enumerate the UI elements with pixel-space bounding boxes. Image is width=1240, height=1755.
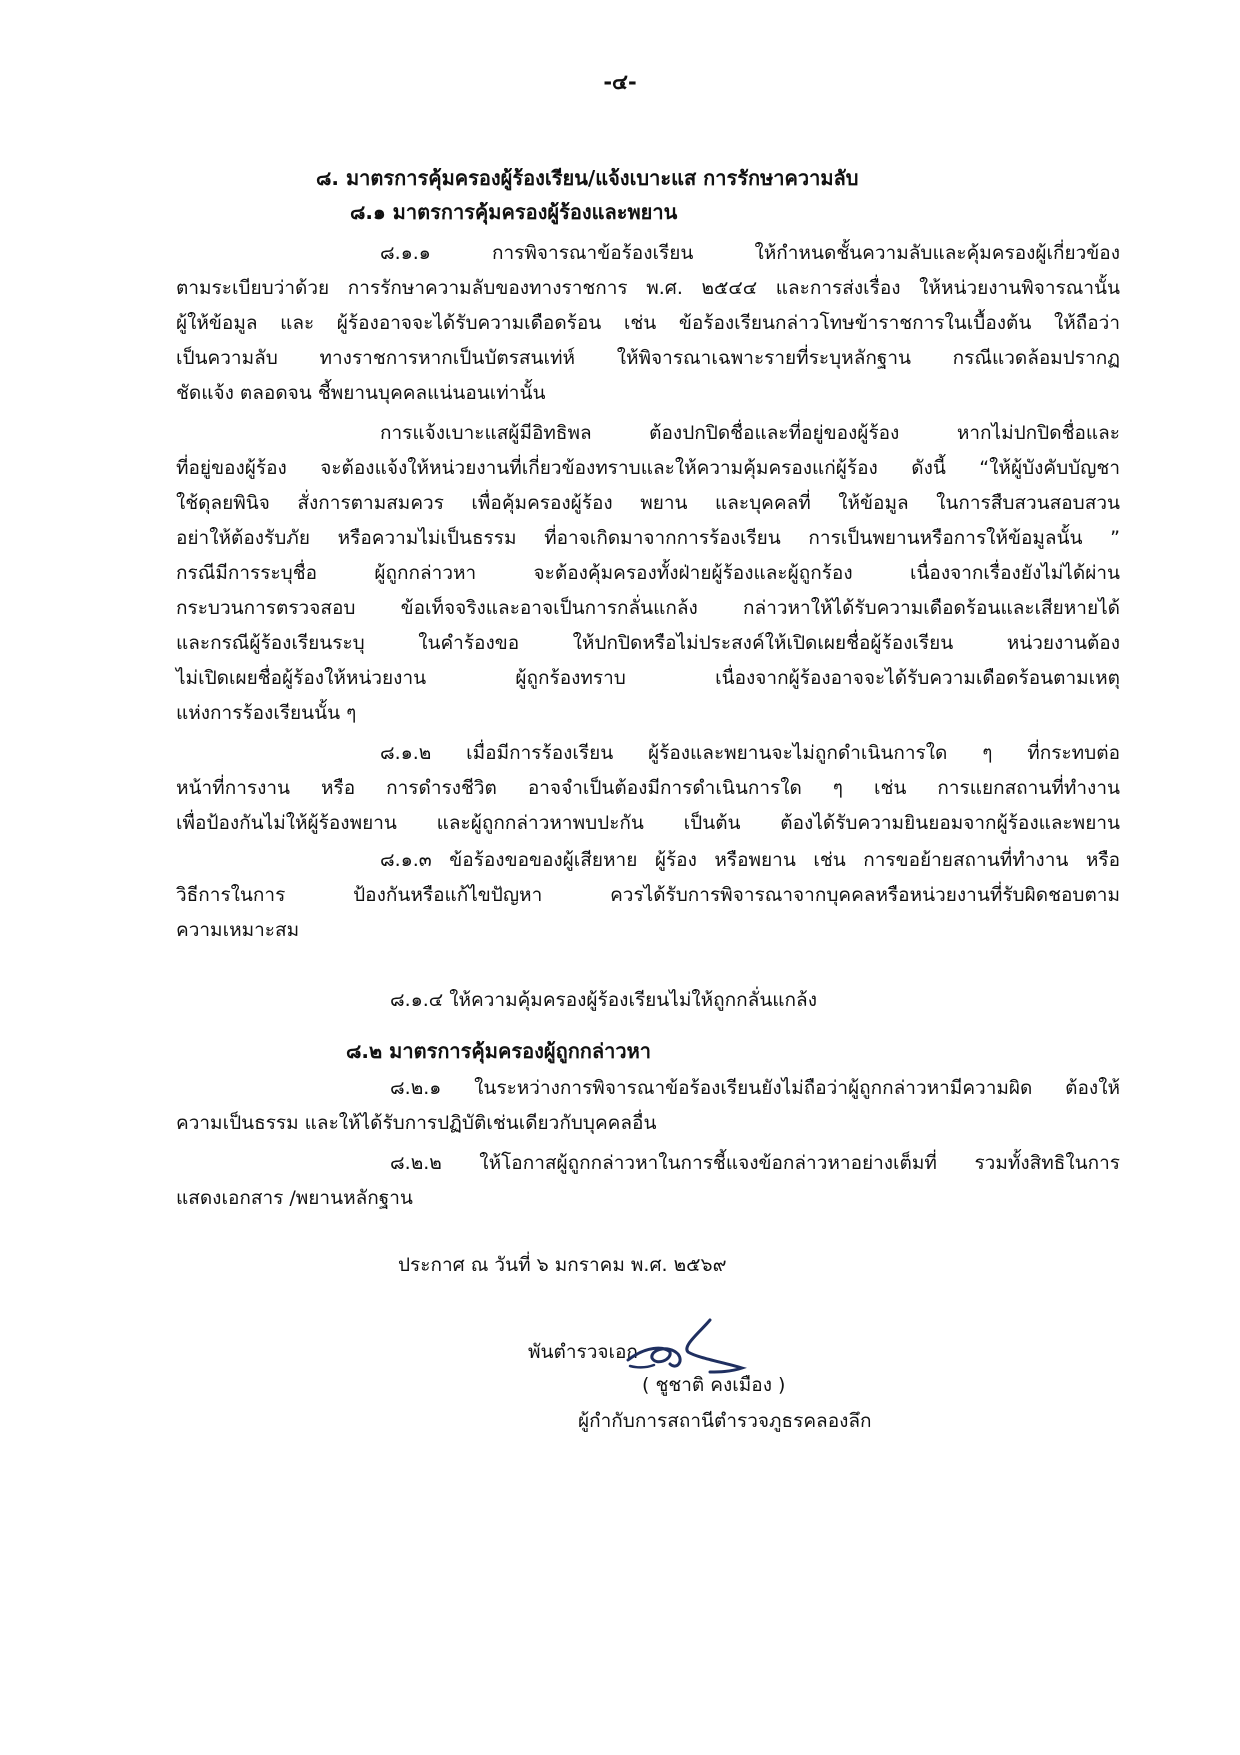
signer-rank: พันตำรวจเอก	[528, 1341, 638, 1363]
p814-line: ๘.๑.๔ ให้ความคุ้มครองผู้ร้องเรียนไม่ให้ถูกกลั่นแกล้ง	[390, 989, 817, 1011]
p813-line-3: ความเหมาะสม	[176, 919, 300, 941]
section-8-heading: ๘. มาตรการคุ้มครองผู้ร้องเรียน/แจ้งเบาะแส การรักษาความลับ	[316, 166, 859, 190]
p811-line-5: ชัดแจ้ง ตลอดจน ชี้พยานบุคคลแน่นอนเท่านั้น	[176, 382, 546, 404]
whistle-line-8: ไม่เปิดเผยชื่อผู้ร้องให้หน่วยงาน ผู้ถูกร้องทราบ เนื่องจากผู้ร้องอาจจะได้รับความเดือดร้อนตามเหตุ	[176, 667, 1120, 689]
announcement-date: ประกาศ ณ วันที่ ๖ มกราคม พ.ศ. ๒๕๖๙	[398, 1254, 727, 1276]
p813-line-2: วิธีการในการ ป้องกันหรือแก้ไขปัญหา ควรได้รับการพิจารณาจากบุคคลหรือหน่วยงานที่รับผิดชอบตาม	[176, 884, 1120, 906]
section-8-1-heading: ๘.๑ มาตรการคุ้มครองผู้ร้องและพยาน	[350, 200, 678, 224]
p812-line-2: หน้าที่การงาน หรือ การดำรงชีวิต อาจจำเป็นต้องมีการดำเนินการใด ๆ เช่น การแยกสถานที่ทำงาน	[176, 777, 1120, 799]
page-number: -๔-	[603, 70, 637, 94]
p811-line-2: ตามระเบียบว่าด้วย การรักษาความลับของทางราชการ พ.ศ. ๒๕๔๔ และการส่งเรื่อง ให้หน่วยงานพิจารณานั้น	[176, 277, 1120, 299]
p813-line-1: ๘.๑.๓ ข้อร้องขอของผู้เสียหาย ผู้ร้อง หรือพยาน เช่น การขอย้ายสถานที่ทำงาน หรือ	[380, 849, 1120, 871]
whistle-line-7: และกรณีผู้ร้องเรียนระบุ ในคำร้องขอ ให้ปกปิดหรือไม่ประสงค์ให้เปิดเผยชื่อผู้ร้องเรียน หน่วยงานต้อง	[176, 632, 1120, 654]
signer-position: ผู้กำกับการสถานีตำรวจภูธรคลองลึก	[578, 1410, 872, 1432]
whistle-line-1: การแจ้งเบาะแสผู้มีอิทธิพล ต้องปกปิดชื่อและที่อยู่ของผู้ร้อง หากไม่ปกปิดชื่อและ	[380, 422, 1120, 444]
whistle-line-4: อย่าให้ต้องรับภัย หรือความไม่เป็นธรรม ที่อาจเกิดมาจากการร้องเรียน การเป็นพยานหรือการให้ข้อมูลนั้น ”	[176, 527, 1120, 549]
signer-name: ( ชูชาติ คงเมือง )	[642, 1374, 786, 1396]
p811-line-3: ผู้ให้ข้อมูล และ ผู้ร้องอาจจะได้รับความเดือดร้อน เช่น ข้อร้องเรียนกล่าวโทษข้าราชการในเบื้องต้น ให้ถือว่า	[176, 312, 1120, 334]
whistle-line-6: กระบวนการตรวจสอบ ข้อเท็จจริงและอาจเป็นการกลั่นแกล้ง กล่าวหาให้ได้รับความเดือดร้อนและเสียหายได้	[176, 597, 1120, 619]
p821-line-2: ความเป็นธรรม และให้ได้รับการปฏิบัติเช่นเดียวกับบุคคลอื่น	[176, 1112, 657, 1134]
p811-line-4: เป็นความลับ ทางราชการหากเป็นบัตรสนเท่ห์ ให้พิจารณาเฉพาะรายที่ระบุหลักฐาน กรณีแวดล้อมปรากฏ	[176, 347, 1120, 369]
p821-line-1: ๘.๒.๑ ในระหว่างการพิจารณาข้อร้องเรียนยังไม่ถือว่าผู้ถูกกล่าวหามีความผิด ต้องให้	[390, 1077, 1120, 1099]
p812-line-3: เพื่อป้องกันไม่ให้ผู้ร้องพยาน และผู้ถูกกล่าวหาพบปะกัน เป็นต้น ต้องได้รับความยินยอมจากผู้ร้องและพยาน	[176, 812, 1120, 834]
p822-line-1: ๘.๒.๒ ให้โอกาสผู้ถูกกล่าวหาในการชี้แจงข้อกล่าวหาอย่างเต็มที่ รวมทั้งสิทธิในการ	[390, 1152, 1120, 1174]
whistle-line-3: ใช้ดุลยพินิจ สั่งการตามสมควร เพื่อคุ้มครองผู้ร้อง พยาน และบุคคลที่ ให้ข้อมูล ในการสืบสวนสอบสวน	[176, 492, 1120, 514]
whistle-line-5: กรณีมีการระบุชื่อ ผู้ถูกกล่าวหา จะต้องคุ้มครองทั้งฝ่ายผู้ร้องและผู้ถูกร้อง เนื่องจากเรื่องยังไม่ได้ผ่าน	[176, 562, 1120, 584]
p822-line-2: แสดงเอกสาร /พยานหลักฐาน	[176, 1187, 413, 1209]
whistle-line-9: แห่งการร้องเรียนนั้น ๆ	[176, 702, 357, 724]
p812-line-1: ๘.๑.๒ เมื่อมีการร้องเรียน ผู้ร้องและพยานจะไม่ถูกดำเนินการใด ๆ ที่กระทบต่อ	[380, 742, 1120, 764]
section-8-2-heading: ๘.๒ มาตรการคุ้มครองผู้ถูกกล่าวหา	[346, 1039, 652, 1063]
whistle-line-2: ที่อยู่ของผู้ร้อง จะต้องแจ้งให้หน่วยงานที่เกี่ยวข้องทราบและให้ความคุ้มครองแก่ผู้ร้อง ดังนี้ “ให้ผู้บังคับบัญชา	[176, 457, 1120, 479]
p811-line-1: ๘.๑.๑ การพิจารณาข้อร้องเรียน ให้กำหนดชั้นความลับและคุ้มครองผู้เกี่ยวข้อง	[380, 242, 1120, 264]
